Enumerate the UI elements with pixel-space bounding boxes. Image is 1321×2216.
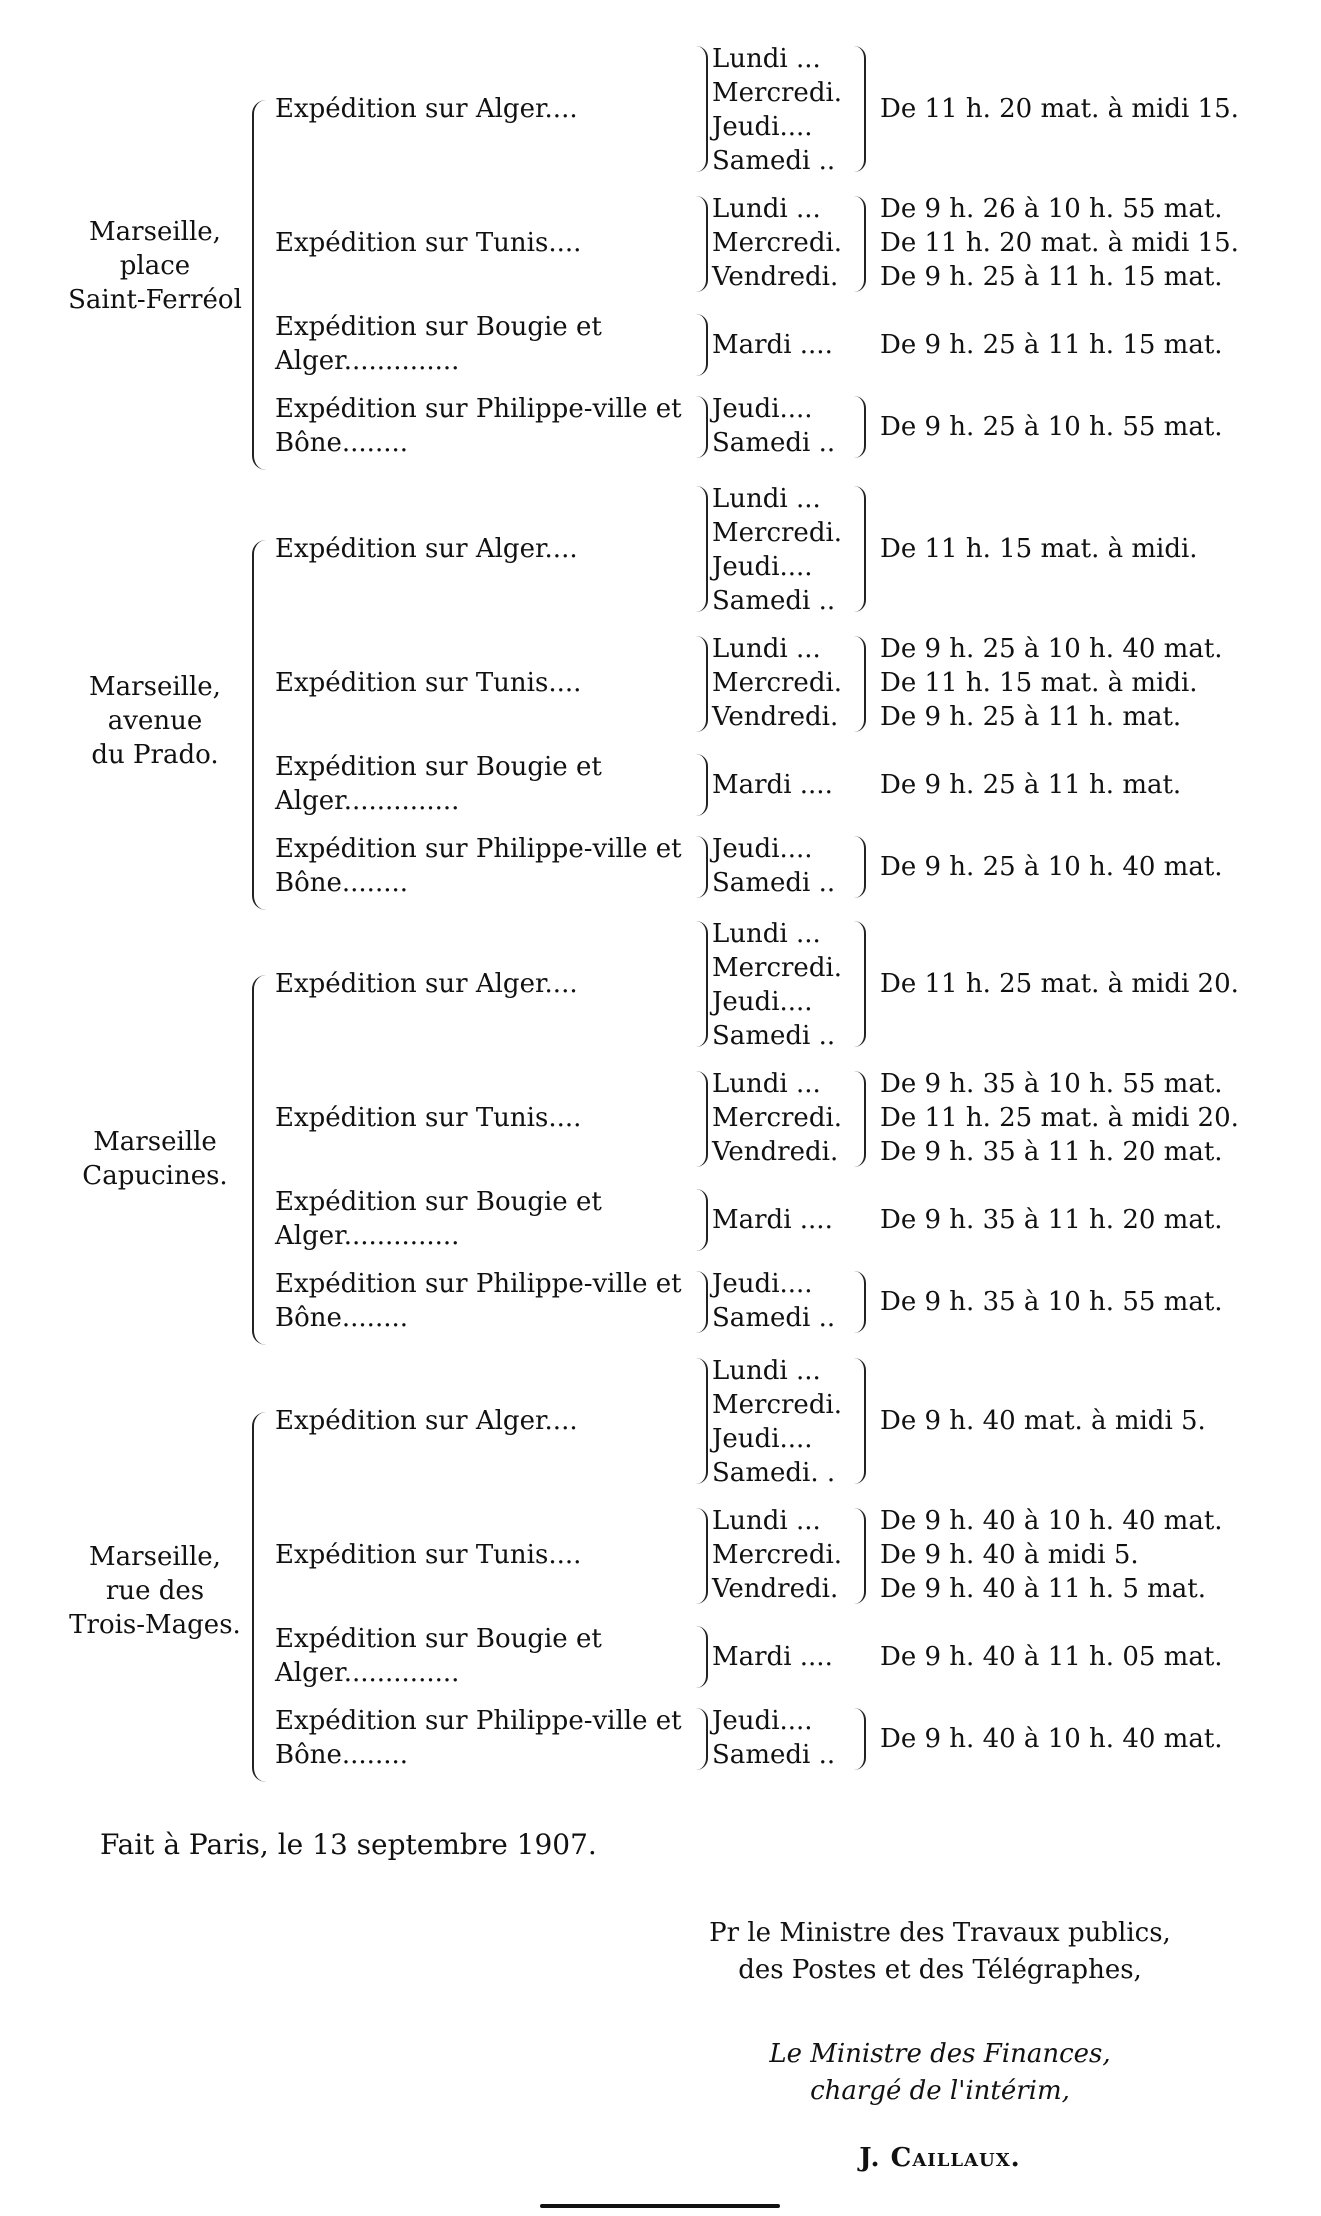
destination-label: Expédition sur Tunis.... xyxy=(275,228,582,258)
schedule-section-capucines xyxy=(60,915,1240,1345)
time-item: De 9 h. 35 à 11 h. 20 mat. xyxy=(880,1205,1223,1235)
day-item: Lundi ... xyxy=(712,919,821,949)
schedule-row xyxy=(60,1352,1240,1492)
day-item: Jeudi.... xyxy=(712,1269,813,1299)
day-item: Vendredi. xyxy=(712,702,839,732)
day-item: Samedi .. xyxy=(712,868,836,898)
days-list xyxy=(712,768,862,802)
destination-label: Expédition sur Philippe-ville et Bône........ xyxy=(275,394,682,458)
days-list xyxy=(712,632,862,734)
signature: J. Caillaux. xyxy=(859,2143,1021,2173)
schedule-row xyxy=(60,750,1240,826)
times-list xyxy=(880,192,1300,294)
destination-label: Expédition sur Bougie et Alger.............. xyxy=(275,312,602,376)
time-item: De 9 h. 25 à 11 h. 15 mat. xyxy=(880,330,1223,360)
days-brace xyxy=(852,636,866,732)
origin-line: place xyxy=(119,251,191,281)
origin-line: Capucines. xyxy=(82,1161,228,1191)
destination-brace xyxy=(692,1358,708,1484)
days-brace xyxy=(852,1071,866,1167)
days-brace xyxy=(852,486,866,612)
destination-label: Expédition sur Bougie et Alger.............. xyxy=(275,1187,602,1251)
destination-brace xyxy=(692,921,708,1047)
destination-brace xyxy=(692,1626,708,1688)
day-item: Mardi .... xyxy=(712,1205,833,1235)
day-item: Mercredi. xyxy=(712,953,843,983)
date-line: Fait à Paris, le 13 septembre 1907. xyxy=(100,1828,597,1861)
times-list xyxy=(880,1504,1300,1606)
times-list xyxy=(880,1067,1300,1169)
destination-label: Expédition sur Tunis.... xyxy=(275,1540,582,1570)
days-brace xyxy=(852,836,866,898)
destination-brace xyxy=(692,1708,708,1770)
days-list xyxy=(712,482,862,618)
day-item: Mardi .... xyxy=(712,1642,833,1672)
schedule-section-prado xyxy=(60,480,1240,910)
day-item: Mercredi. xyxy=(712,78,843,108)
day-item: Mercredi. xyxy=(712,228,843,258)
times-list xyxy=(880,1203,1300,1237)
days-list xyxy=(712,192,862,294)
days-list xyxy=(712,392,862,460)
days-list xyxy=(712,832,862,900)
destination-brace xyxy=(692,46,708,172)
destination-brace xyxy=(692,836,708,898)
origin-line: du Prado. xyxy=(91,740,219,770)
times-list xyxy=(880,1722,1300,1756)
days-list xyxy=(712,328,862,362)
day-item: Jeudi.... xyxy=(712,1424,813,1454)
day-item: Mardi .... xyxy=(712,330,833,360)
day-item: Mercredi. xyxy=(712,1390,843,1420)
destination-brace xyxy=(692,314,708,376)
day-item: Jeudi.... xyxy=(712,1706,813,1736)
times-list xyxy=(880,768,1300,802)
origin-line: Trois-Mages. xyxy=(69,1610,241,1640)
days-brace xyxy=(852,396,866,458)
day-item: Lundi ... xyxy=(712,44,821,74)
time-item: De 9 h. 25 à 11 h. 15 mat. xyxy=(880,262,1223,292)
days-brace xyxy=(852,1271,866,1333)
signatory-title: Le Ministre des Finances, xyxy=(769,2039,1111,2069)
destination-brace xyxy=(692,1271,708,1333)
destination-label: Expédition sur Bougie et Alger.............. xyxy=(275,752,602,816)
time-item: De 9 h. 40 à 10 h. 40 mat. xyxy=(880,1724,1223,1754)
times-list xyxy=(880,1404,1300,1438)
time-item: De 11 h. 15 mat. à midi. xyxy=(880,668,1198,698)
schedule-section-trois-mages xyxy=(60,1352,1240,1782)
time-item: De 9 h. 40 à 11 h. 05 mat. xyxy=(880,1642,1223,1672)
time-item: De 11 h. 15 mat. à midi. xyxy=(880,534,1198,564)
times-list xyxy=(880,92,1300,126)
time-item: De 9 h. 26 à 10 h. 55 mat. xyxy=(880,194,1223,224)
times-list xyxy=(880,632,1300,734)
destination-brace xyxy=(692,196,708,292)
times-list xyxy=(880,850,1300,884)
schedule-row xyxy=(60,40,1240,180)
schedule-row xyxy=(60,1622,1240,1698)
origin-line: Marseille, xyxy=(89,1542,221,1572)
day-item: Lundi ... xyxy=(712,634,821,664)
destination-label: Expédition sur Tunis.... xyxy=(275,668,582,698)
destination-label: Expédition sur Tunis.... xyxy=(275,1103,582,1133)
time-item: De 9 h. 40 mat. à midi 5. xyxy=(880,1406,1206,1436)
day-item: Samedi .. xyxy=(712,1740,836,1770)
destination-label: Expédition sur Alger.... xyxy=(275,534,578,564)
time-item: De 9 h. 35 à 10 h. 55 mat. xyxy=(880,1287,1223,1317)
destination-brace xyxy=(692,486,708,612)
time-item: De 9 h. 25 à 11 h. mat. xyxy=(880,770,1182,800)
destination-brace xyxy=(692,1071,708,1167)
origin-line: avenue xyxy=(107,706,203,736)
schedule-row xyxy=(60,1504,1240,1614)
day-item: Jeudi.... xyxy=(712,394,813,424)
days-brace xyxy=(852,46,866,172)
days-list xyxy=(712,1267,862,1335)
time-item: De 11 h. 20 mat. à midi 15. xyxy=(880,228,1239,258)
time-item: De 9 h. 35 à 11 h. 20 mat. xyxy=(880,1137,1223,1167)
signatory-title: chargé de l'intérim, xyxy=(810,2076,1070,2106)
times-list xyxy=(880,967,1300,1001)
days-brace xyxy=(852,196,866,292)
times-list xyxy=(880,1285,1300,1319)
destination-brace xyxy=(692,1508,708,1604)
day-item: Vendredi. xyxy=(712,1574,839,1604)
destination-brace xyxy=(692,636,708,732)
day-item: Lundi ... xyxy=(712,1356,821,1386)
days-list xyxy=(712,1504,862,1606)
day-item: Samedi .. xyxy=(712,428,836,458)
destination-label: Expédition sur Philippe-ville et Bône........ xyxy=(275,1706,682,1770)
day-item: Vendredi. xyxy=(712,1137,839,1167)
day-item: Mercredi. xyxy=(712,1103,843,1133)
origin-line: Saint-Ferréol xyxy=(68,285,242,315)
day-item: Lundi ... xyxy=(712,194,821,224)
days-list xyxy=(712,1067,862,1169)
day-item: Samedi .. xyxy=(712,586,836,616)
time-item: De 9 h. 25 à 10 h. 40 mat. xyxy=(880,852,1223,882)
day-item: Samedi. . xyxy=(712,1458,836,1488)
day-item: Jeudi.... xyxy=(712,987,813,1017)
day-item: Lundi ... xyxy=(712,1506,821,1536)
end-rule xyxy=(540,2204,780,2208)
destination-brace xyxy=(692,396,708,458)
schedule-row xyxy=(60,1185,1240,1261)
schedule-row xyxy=(60,1704,1240,1780)
day-item: Lundi ... xyxy=(712,1069,821,1099)
destination-brace xyxy=(692,1189,708,1251)
times-list xyxy=(880,1640,1300,1674)
days-brace xyxy=(852,1358,866,1484)
day-item: Samedi .. xyxy=(712,1021,836,1051)
schedule-row xyxy=(60,632,1240,742)
day-item: Jeudi.... xyxy=(712,834,813,864)
day-item: Jeudi.... xyxy=(712,112,813,142)
schedule-row xyxy=(60,310,1240,386)
destination-label: Expédition sur Alger.... xyxy=(275,969,578,999)
time-item: De 9 h. 35 à 10 h. 55 mat. xyxy=(880,1069,1223,1099)
schedule-row xyxy=(60,192,1240,302)
time-item: De 11 h. 25 mat. à midi 20. xyxy=(880,969,1239,999)
days-list xyxy=(712,42,862,178)
destination-brace xyxy=(692,754,708,816)
day-item: Mardi .... xyxy=(712,770,833,800)
days-brace xyxy=(852,921,866,1047)
time-item: De 9 h. 40 à midi 5. xyxy=(880,1540,1139,1570)
time-item: De 9 h. 25 à 11 h. mat. xyxy=(880,702,1182,732)
signatory-line: Pr le Ministre des Travaux publics, xyxy=(709,1918,1171,1948)
schedule-section-saint-ferreol xyxy=(60,40,1240,470)
days-brace xyxy=(852,1508,866,1604)
time-item: De 9 h. 25 à 10 h. 55 mat. xyxy=(880,412,1223,442)
day-item: Vendredi. xyxy=(712,262,839,292)
times-list xyxy=(880,532,1300,566)
schedule-row xyxy=(60,392,1240,468)
days-list xyxy=(712,1640,862,1674)
day-item: Lundi ... xyxy=(712,484,821,514)
schedule-row xyxy=(60,480,1240,620)
day-item: Jeudi.... xyxy=(712,552,813,582)
origin-line: rue des xyxy=(105,1576,205,1606)
time-item: De 9 h. 25 à 10 h. 40 mat. xyxy=(880,634,1223,664)
times-list xyxy=(880,410,1300,444)
schedule-row xyxy=(60,915,1240,1055)
times-list xyxy=(880,328,1300,362)
time-item: De 9 h. 40 à 10 h. 40 mat. xyxy=(880,1506,1223,1536)
destination-label: Expédition sur Alger.... xyxy=(275,94,578,124)
day-item: Mercredi. xyxy=(712,668,843,698)
signatory-line: des Postes et des Télégraphes, xyxy=(738,1955,1142,1985)
day-item: Mercredi. xyxy=(712,1540,843,1570)
schedule-row xyxy=(60,1067,1240,1177)
schedule-row xyxy=(60,1267,1240,1343)
destination-label: Expédition sur Bougie et Alger.............. xyxy=(275,1624,602,1688)
time-item: De 11 h. 20 mat. à midi 15. xyxy=(880,94,1239,124)
days-list xyxy=(712,917,862,1053)
days-list xyxy=(712,1354,862,1490)
schedule-row xyxy=(60,832,1240,908)
origin-line: Marseille xyxy=(93,1127,217,1157)
days-list xyxy=(712,1704,862,1772)
destination-label: Expédition sur Philippe-ville et Bône........ xyxy=(275,1269,682,1333)
day-item: Samedi .. xyxy=(712,1303,836,1333)
destination-label: Expédition sur Philippe-ville et Bône........ xyxy=(275,834,682,898)
origin-line: Marseille, xyxy=(89,217,221,247)
day-item: Mercredi. xyxy=(712,518,843,548)
days-list xyxy=(712,1203,862,1237)
time-item: De 9 h. 40 à 11 h. 5 mat. xyxy=(880,1574,1206,1604)
origin-line: Marseille, xyxy=(89,672,221,702)
destination-label: Expédition sur Alger.... xyxy=(275,1406,578,1436)
days-brace xyxy=(852,1708,866,1770)
day-item: Samedi .. xyxy=(712,146,836,176)
time-item: De 11 h. 25 mat. à midi 20. xyxy=(880,1103,1239,1133)
